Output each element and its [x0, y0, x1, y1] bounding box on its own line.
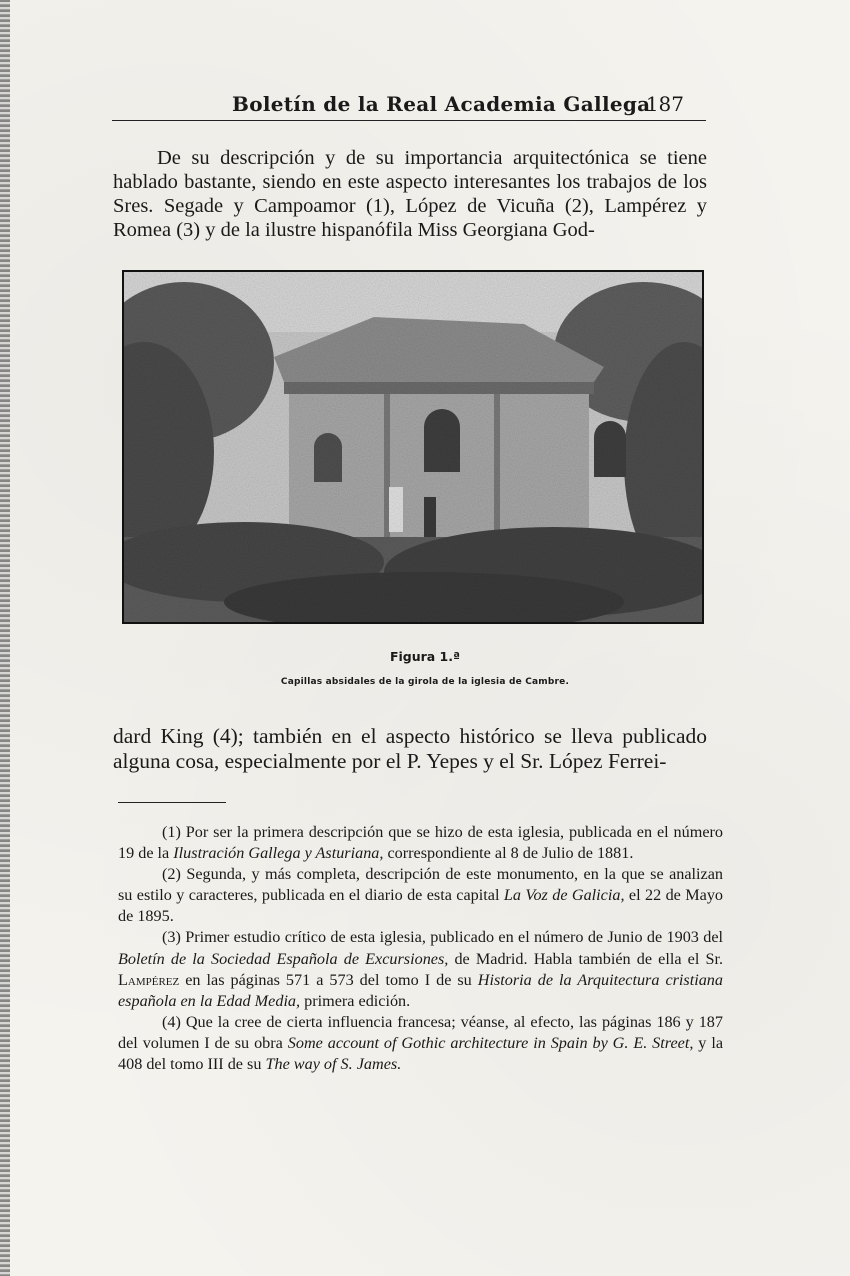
cited-title: Ilustración Gallega y Asturiana,	[173, 844, 384, 863]
cited-title: Boletín de la Sociedad Española de Excursiones,	[118, 949, 449, 968]
figure-photo	[122, 270, 704, 624]
page-number: 187	[645, 92, 684, 116]
footnotes	[118, 822, 723, 1075]
footnote-2	[118, 864, 723, 927]
footnote-text: y la 408 del tomo III de su	[118, 1033, 723, 1074]
figure-caption: Capillas absidales de la girola de la iglesia de Cambre.	[280, 677, 570, 687]
body-paragraph-2: dard King (4); también en el aspecto histórico se lleva publicado alguna cosa, especialmente por el P. Yepes y el Sr. López Ferrei-	[113, 724, 707, 773]
running-head	[112, 90, 706, 121]
footnote-marker: (2)	[162, 865, 181, 884]
footnote-marker: (4)	[162, 1012, 181, 1031]
footnote-3	[118, 927, 723, 1011]
footnote-text: Por ser la primera descripción que se hizo de esta iglesia, publicada en el número 19 de la	[118, 823, 723, 863]
cited-title: Some account of Gothic architecture in Spain by G. E. Street,	[287, 1033, 694, 1052]
footnote-text: de Madrid. Habla también de ella el Sr.	[448, 949, 723, 968]
body-paragraph-1: De su descripción y de su importancia arquitectónica se tiene hablado bastante, siendo en este aspecto interesantes los trabajos de los Sres. Segade y Campoamor (1), López de Vicuña (2), Lampérez y Romea (3) y de la ilustre hispanófila Miss Georgiana God-	[113, 147, 707, 241]
book-spine-edge	[0, 0, 10, 1276]
footnote-rule	[118, 802, 226, 803]
cited-author: Lampérez	[118, 970, 180, 989]
footnote-text: primera edición.	[300, 991, 411, 1010]
footnote-marker: (3)	[162, 928, 181, 947]
footnote-marker: (1)	[162, 823, 181, 841]
footnote-1	[118, 822, 723, 864]
footnote-4	[118, 1012, 723, 1075]
footnote-text: Que la cree de cierta influencia francesa; véanse, al efecto, las páginas 186 y 187 del volumen I de su obra	[118, 1012, 723, 1052]
footnote-text: el 22 de Mayo de 1895.	[118, 886, 724, 926]
footnote-text: correspondiente al 8 de Julio de 1881.	[383, 844, 634, 863]
cited-title: Historia de la Arquitectura cristiana española en la Edad Media,	[118, 970, 723, 1010]
cited-title: The way of S. James.	[265, 1055, 402, 1074]
footnote-text: Segunda, y más completa, descripción de este monumento, en la que se analizan su estilo y caracteres, publicada en el diario de esta capital	[118, 865, 723, 905]
footnote-text: en las páginas 571 a 573 del tomo I de su	[179, 970, 478, 989]
footnote-text: Primer estudio crítico de esta iglesia, publicado en el número de Junio de 1903 del	[185, 928, 723, 947]
church-apse-photo	[124, 272, 702, 622]
cited-title: La Voz de Galicia,	[503, 886, 625, 905]
figure-title: Figura 1.ª	[389, 649, 461, 664]
journal-title: Boletín de la Real Academia Gallega	[232, 92, 651, 116]
